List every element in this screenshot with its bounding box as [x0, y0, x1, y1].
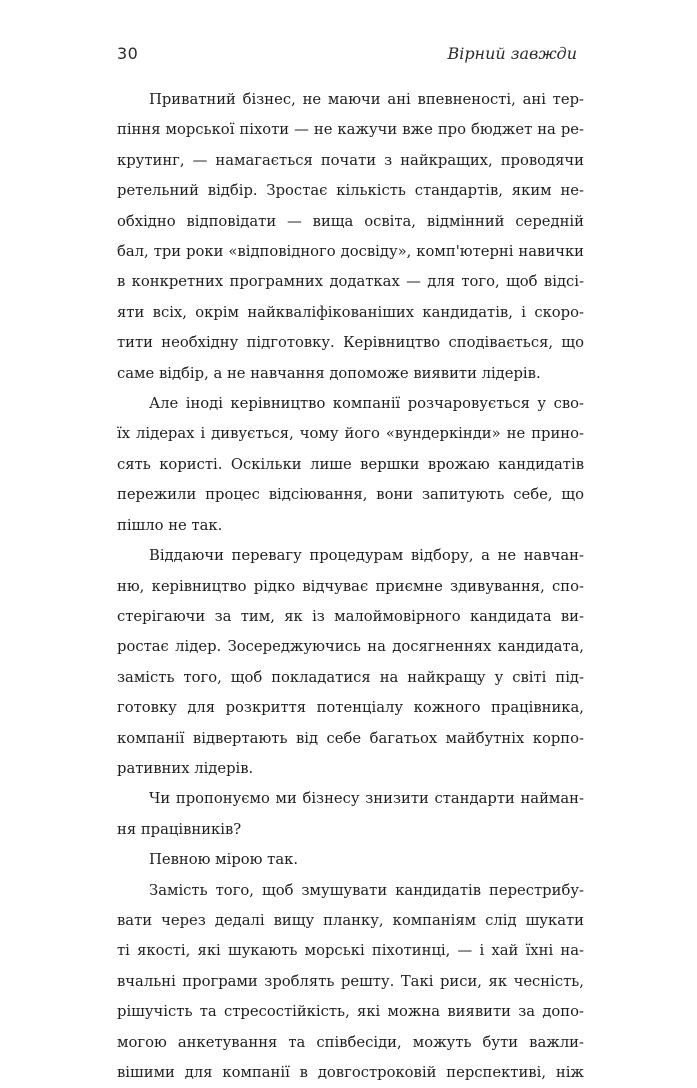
- text-line: вати через дедалі вищу планку, компаніям слід шукати: [117, 911, 584, 929]
- text-line: піння морської піхоти — не кажучи вже про бюджет на ре-: [117, 121, 584, 139]
- text-line: в конкретних програмних додатках — для того, щоб відсі-: [117, 273, 584, 291]
- paragraph: [117, 389, 584, 541]
- paragraph: [117, 876, 584, 1088]
- text-line: пережили процес відсіювання, вони запитують себе, що: [117, 486, 584, 504]
- text-line: сять користі. Оскільки лише вершки врожаю кандидатів: [117, 455, 584, 473]
- text-line: обхідно відповідати — вища освіта, відмінний середній: [117, 212, 584, 230]
- text-line: Замість того, щоб змушувати кандидатів перестрибу-: [149, 881, 584, 899]
- text-line: їх лідерах і дивується, чому його «вундеркінди» не прино-: [117, 425, 584, 443]
- text-line: яти всіх, окрім найкваліфікованіших кандидатів, і скоро-: [117, 303, 584, 321]
- text-line: крутинг, — намагається почати з найкращих, проводячи: [117, 151, 584, 169]
- body-text: [117, 85, 584, 1088]
- paragraph: [117, 784, 584, 845]
- page-number: 30: [117, 44, 139, 63]
- text-line: пішло не так.: [117, 516, 223, 534]
- text-line: ростає лідер. Зосереджуючись на досягненнях кандидата,: [117, 638, 584, 656]
- text-line: ративних лідерів.: [117, 759, 254, 777]
- text-line: Певною мірою так.: [149, 851, 299, 869]
- text-line: замість того, щоб покладатися на найкращу у світі під-: [117, 668, 584, 686]
- paragraph: [117, 541, 584, 784]
- text-line: компанії відвертають від себе багатьох майбутніх корпо-: [117, 729, 584, 747]
- text-line: Чи пропонуємо ми бізнесу знизити стандарти найман-: [149, 790, 584, 808]
- text-line: могою анкетування та співбесіди, можуть бути важли-: [117, 1033, 584, 1051]
- text-line: ретельний відбір. Зростає кількість стандартів, яким не-: [117, 182, 584, 200]
- text-line: стерігаючи за тим, як із малоймовірного кандидата ви-: [117, 607, 584, 625]
- text-line: ті якості, які шукають морські піхотинці, — і хай їхні на-: [117, 942, 584, 960]
- text-line: готовку для розкриття потенціалу кожного працівника,: [117, 699, 584, 717]
- text-line: вчальні програми зроблять решту. Такі риси, як чесність,: [117, 972, 584, 990]
- text-line: саме відбір, а не навчання допоможе виявити лідерів.: [117, 364, 541, 382]
- text-line: ню, керівництво рідко відчуває приємне здивування, спо-: [117, 577, 584, 595]
- text-line: рішучість та стресостійкість, які можна виявити за допо-: [117, 1003, 584, 1021]
- paragraph: [117, 85, 584, 389]
- text-line: бал, три роки «відповідного досвіду», комп'ютерні навички: [117, 243, 584, 261]
- text-line: Приватний бізнес, не маючи ані впевненості, ані тер-: [149, 91, 584, 108]
- running-title: Вірний завжди: [447, 44, 577, 63]
- text-line: Віддаючи перевагу процедурам відбору, а не навчан-: [149, 547, 584, 565]
- paragraph: [117, 845, 584, 875]
- text-line: вішими для компанії в довгостроковій перспективі, ніж: [117, 1064, 584, 1081]
- text-line: Але іноді керівництво компанії розчаровується у сво-: [149, 395, 584, 413]
- text-line: тити необхідну підготовку. Керівництво сподівається, що: [117, 334, 584, 352]
- text-line: ня працівників?: [117, 820, 242, 838]
